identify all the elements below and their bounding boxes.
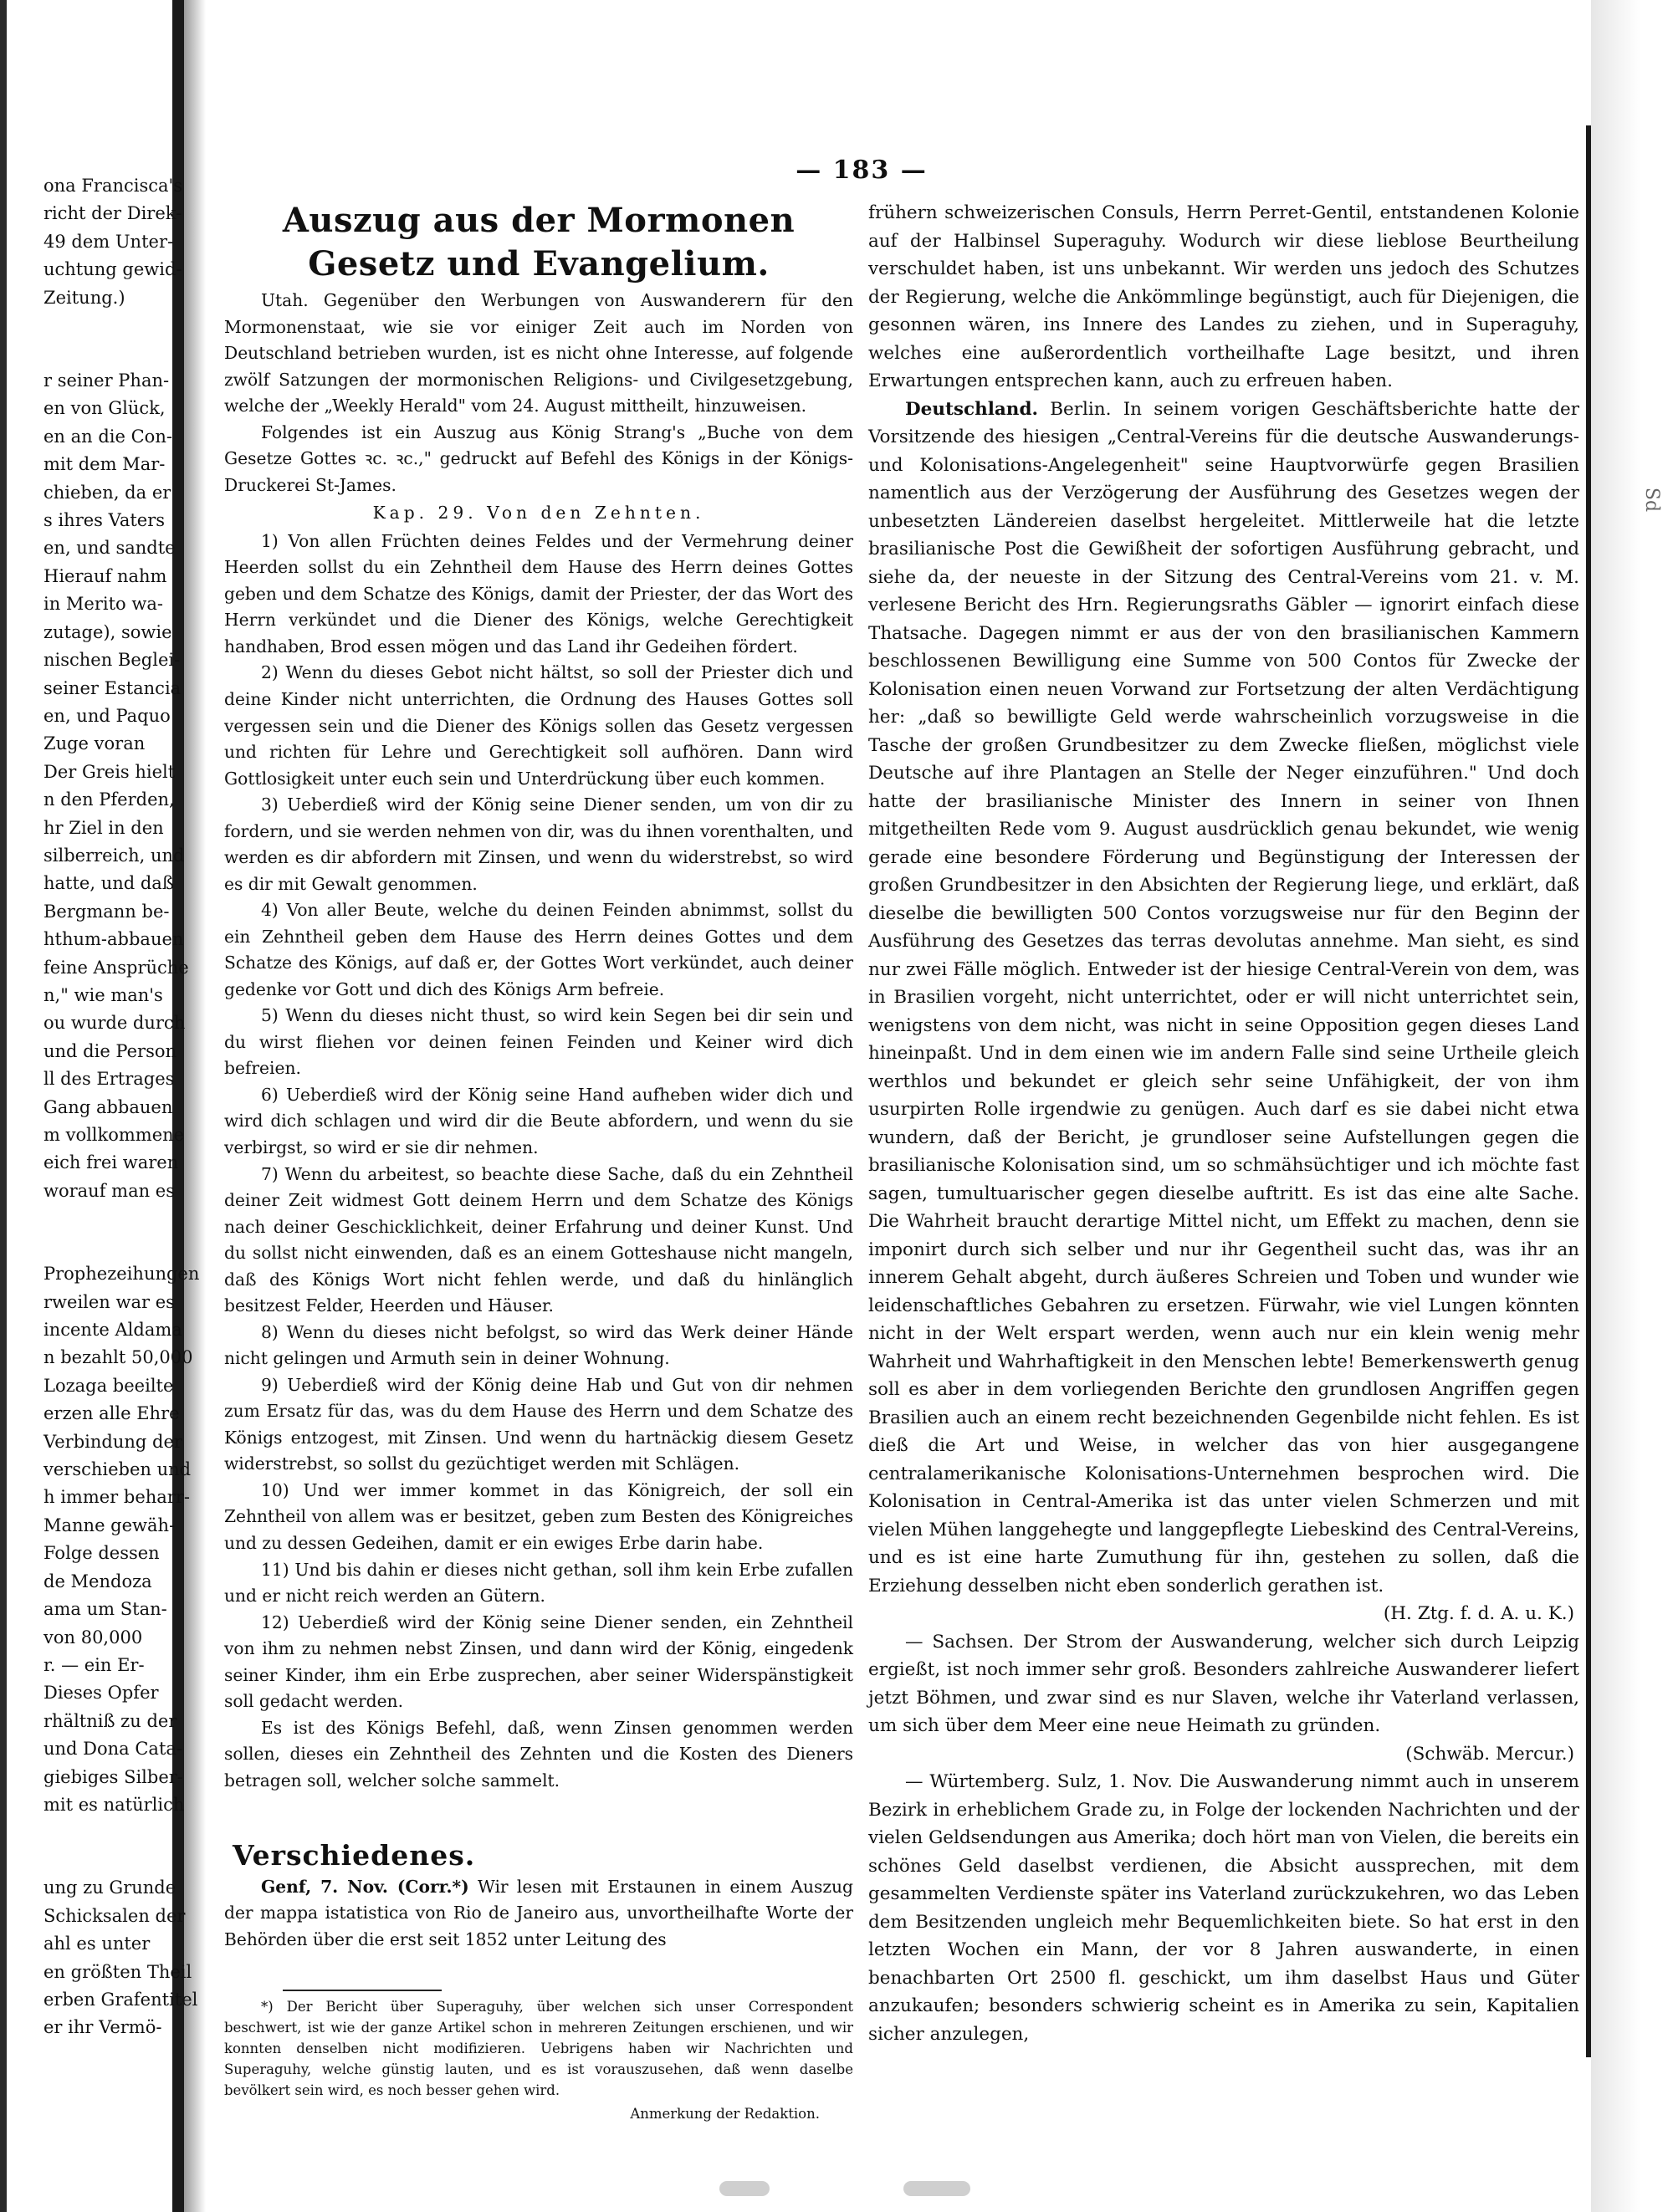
prev-column-line: er ihr Vermö- bbox=[43, 2017, 162, 2038]
prev-column-line: Zuge voran bbox=[43, 733, 146, 754]
prev-column-line: ll des Ertrages bbox=[43, 1069, 175, 1090]
prev-column-line: s ihres Vaters bbox=[43, 510, 166, 531]
scan-edge bbox=[0, 0, 7, 2212]
prev-column-line: Zeitung.) bbox=[43, 287, 125, 308]
page-shadow bbox=[1591, 0, 1673, 2212]
line-gap bbox=[7, 1205, 171, 1260]
prev-column-line: Dieses Opfer bbox=[43, 1683, 159, 1704]
article-title: Auszug aus der Mormonen Gesetz und Evangelium. bbox=[282, 201, 796, 284]
prev-column-line: en, und Paquo bbox=[43, 705, 171, 726]
prev-column-line: und die Person bbox=[43, 1040, 177, 1061]
tithe-paragraph: 12) Ueberdieß wird der König seine Diener senden, ein Zehntheil von ihm zu nehmen nebst Zinsen, und dann wird der König, eingedenk seiner Kinder, ihm ein Erbe zusprechen, aber seiner Widerspänstigkeit soll gedacht werden. bbox=[224, 1612, 853, 1712]
chapter-heading: Kap. 29. Von den Zehnten. bbox=[372, 503, 705, 524]
prev-column-line: chieben, da er bbox=[43, 482, 171, 503]
tithe-paragraphs bbox=[224, 529, 853, 1795]
prev-column-line: eich frei waren bbox=[43, 1152, 179, 1173]
prev-column-line: ung zu Grunde bbox=[43, 1877, 177, 1898]
prev-column-line: de Mendoza bbox=[43, 1571, 152, 1591]
prev-column-line: hatte, und daß bbox=[43, 873, 174, 894]
prev-column-line: mit es natürlich bbox=[43, 1794, 185, 1815]
prev-column-line: Der Greis hielt bbox=[43, 761, 176, 782]
prev-column-line: worauf man es bbox=[43, 1180, 175, 1201]
prev-column-line: 49 dem Unter- bbox=[43, 231, 174, 252]
tithe-paragraph: 1) Von allen Früchten deines Feldes und der Vermehrung deiner Heerden sollst du ein Zehntheil dem Hause des Herrn deines Gottes geben und dem Schatze des Königs, damit der Priester, der das Wort des Herrn verkündet und die Diener des Königs, welche Gerechtigkeit handhaben, Brod essen mögen und das Land ihr Gedeihen fördert. bbox=[224, 530, 853, 656]
prev-column-line: ahl es unter bbox=[43, 1934, 151, 1954]
prev-column-line: Verbindung der bbox=[43, 1431, 182, 1452]
prev-column-line: Prophezeihungen bbox=[43, 1264, 200, 1285]
prev-column-line: erben Grafentitel bbox=[43, 1989, 198, 2010]
tithe-paragraph: 2) Wenn du dieses Gebot nicht hältst, so soll der Priester dich und deine Kinder nicht unterrichten, die Ordnung des Hauses Gottes soll vergessen sein und die Diener des Königs sollen das Gesetz vergessen und richten für Lehre und Gerechtigkeit soll aufhören. Dann wird Gottlosigkeit unter euch sein und Unterdrückung über euch kommen. bbox=[224, 662, 853, 789]
bottom-smudge bbox=[903, 2181, 970, 2196]
footnote-rule bbox=[283, 1990, 442, 1991]
wuertemberg-article: — Würtemberg. Sulz, 1. Nov. Die Auswanderung nimmt auch in unserem Bezirk in erheblichem Grade zu, in Folge der lockenden Nachrichten und der vielen Geldsendungen aus Amerika; doch hört man von Vielen, die bereits ein schönes Geld daselbst verdienen, die Absicht aussprechen, mit dem gesammelten Verdienste später ins Vaterland zurückzukehren, wo das Leben dem Besitzenden ungleich mehr Bequemlichkeiten biete. So hat erst in den letzten Wochen ein Mann, der vor 8 Jahren auswanderte, in einen benachbarten Ort 2500 fl. geschickt, um ihm daselbst Haus und Güter anzukaufen; besonders schwierig scheint es in Amerika zu sein, Kapitalien sicher anzulegen, bbox=[868, 1771, 1579, 2045]
sachsen-article: — Sachsen. Der Strom der Auswanderung, welcher sich durch Leipzig ergießt, ist noch immer sehr groß. Besonders zahlreiche Auswanderer liefert jetzt Böhmen, und zwar sind es nur Slaven, welche ihr Vaterland verlassen, um sich über dem Meer eine neue Heimath zu gründen. bbox=[868, 1631, 1579, 1736]
prev-column-line: Lozaga beeilte bbox=[43, 1375, 174, 1396]
prev-column-line: Gang abbauen bbox=[43, 1096, 173, 1117]
footnote-signature: Anmerkung der Redaktion. bbox=[630, 2106, 820, 2123]
margin-mark: Sd bbox=[1641, 487, 1663, 513]
prev-column-line: rweilen war es bbox=[43, 1291, 175, 1312]
prev-column-line: giebiges Silber- bbox=[43, 1766, 183, 1787]
prev-column-line: n," wie man's bbox=[43, 984, 163, 1005]
prev-column-line: ona Francisca's bbox=[43, 176, 183, 196]
tithe-paragraph: 7) Wenn du arbeitest, so beachte diese Sache, daß du ein Zehntheil deiner Zeit widmest Gott deinem Herrn und dem Schatze des Königs nach deiner Geschicklichkeit, deiner Erfahrung und deiner Kunst. Und du sollst nicht einwenden, daß es an einem Gotteshause nicht mangeln, daß des Königs Wort nicht fehlen werde, und daß du hinlänglich besitzest Felder, Heerden und Häuser. bbox=[224, 1163, 853, 1316]
page-number: — 183 — bbox=[796, 156, 928, 185]
middle-column bbox=[224, 199, 853, 2128]
prev-column-line: silberreich, und bbox=[43, 845, 185, 866]
gutter-shadow bbox=[184, 0, 206, 2212]
genf-article bbox=[224, 1874, 853, 1954]
genf-dateline: Genf, 7. Nov. (Corr.*) bbox=[261, 1876, 469, 1897]
bottom-smudge bbox=[719, 2181, 770, 2196]
prev-column-line: n den Pferden, bbox=[43, 789, 175, 810]
prev-column-line: nischen Beglei- bbox=[43, 650, 181, 671]
prev-column-line: Manne gewäh- bbox=[43, 1515, 176, 1535]
deutschland-dateline: Deutschland. bbox=[905, 398, 1038, 420]
prev-column-line: h immer beharr- bbox=[43, 1487, 190, 1508]
deutschland-article bbox=[868, 396, 1579, 1601]
prev-column-line: r seiner Phan- bbox=[43, 370, 170, 391]
tithe-paragraph: 4) Von aller Beute, welche du deinen Feinden abnimmst, sollst du ein Zehntheil geben dem Hause des Herrn deines Gottes und dem Schatze des Königs, auf daß er, der Gottes Wort verkündet, auch deiner gedenke vor Gott und dich des Königs Arm befreie. bbox=[224, 900, 853, 999]
deutschland-text: Berlin. In seinem vorigen Geschäftsberichte hatte der Vorsitzende des hiesigen „Central-Vereins für die deutsche Auswanderungs- und Kolonisations-Angelegenheit" seine Hauptvorwürfe gegen Brasilien namentlich aus der Verzögerung der Ausführung des Gesetzes wegen der unbesetzten Ländereien daselbst hergeleitet. Mittlerweile hat die letzte brasilianische Post die Gewißheit der sofortigen Ausführung gebracht, und siehe da, der neueste in der Sitzung des Central-Vereins vom 21. v. M. verlesene Bericht des Hrn. Regierungsraths Gäbler — ignorirt einfach diese Thatsache. Dagegen nimmt er aus der von den brasilianischen Kammern beschlossenen Bewilligung eine Summe von 500 Contos für Zwecke der Kolonisation einen neuen Vorwand zur Fortsetzung der alten Verdächtigung her: „daß so bewilligte Geld werde wahrscheinlich vorzugsweise in die Tasche der großen Grundbesitzer zu dem Zwecke fließen, möglichst viele Deutsche auf ihre Plantagen an Stelle der Neger einzuführen." Und doch hatte der brasilianische Minister des Innern in seiner von Ihnen mitgetheilten Rede vom 9. August ausdrücklich genau bekundet, wie wenig gerade eine besondere Förderung und Begünstigung der Interessen der großen Grundbesitzer in den Absichten der Regierung liege, und erklärt, daß dieselbe die bewilligten 500 Contos vorzugsweise nur für den Beginn der Ausführung des Gesetzes das terras devolutas annehme. Man sieht, es sind nur zwei Fälle möglich. Entweder ist der hiesige Central-Verein von dem, was in Brasilien vorgeht, nicht unterrichtet, oder er will nicht unterrichtet sein, wenigstens von dem nicht, was nicht in seine Opposition gegen dieses Land hineinpaßt. Und in dem einen wie im andern Falle sind seine Urtheile gleich werthlos und bekundet er gleich sehr seine Unfähigkeit, der von ihm usurpirten Rolle irgendwie zu genügen. Auch darf es sie dabei nicht etwa wundern, daß der Bericht, je grundloser seine Aufstellungen gegen die brasilianische Kolonisation sind, um so schmähsüchtiger und ich möchte fast sagen, tumultuarischer gegen dieselbe auftritt. Es ist das eine alte Sache. Die Wahrheit braucht derartige Mittel nicht, um Effekt zu machen, denn sie imponirt durch sich selber und nur ihr Gegentheil sucht das, was ihr an innerem Gehalt abgeht, durch äußeres Schreien und Toben und wunder wie leidenschaftliches Gebahren zu ersetzen. Fürwahr, wie viel Lungen könnten nicht in der Welt erspart werden, wenn auch nur ein klein wenig mehr Wahrheit und Wahrhaftigkeit in den Menschen lebte! Bemerkenswerth genug soll es aber in dem vorliegenden Berichte den grundlosen Angriffen gegen Brasilien auch an einem recht bezeichnenden Gegenbilde nicht fehlen. Es ist dieß die Art und Weise, in welcher das von hier ausgegangene centralamerikanische Kolonisations-Unternehmen besprochen wird. Die Kolonisation in Central-Amerika ist das unter vielen Schmerzen und mit vielen Mühen langgehegte und langgepflegte Liebeskind des Central-Vereins, und es ist eine harte Zumuthung für ihn, gestehen zu sollen, daß die Erziehung desselben nicht eben sonderlich gerathen ist. bbox=[868, 398, 1579, 1596]
prev-column-line: en an die Con- bbox=[43, 426, 172, 447]
tithe-paragraph: 6) Ueberdieß wird der König seine Hand aufheben wider dich und wird dich schlagen und wird dir die Beute abfordern, und wenn du sie verbirgst, so wird er sie dir nehmen. bbox=[224, 1084, 853, 1157]
prev-column-line: ama um Stan- bbox=[43, 1599, 167, 1620]
prev-column-line: von 80,000 bbox=[43, 1627, 143, 1648]
line-gap bbox=[7, 1819, 171, 1874]
prev-column-line: n bezahlt 50,000 bbox=[43, 1347, 193, 1368]
prev-column-line: verschieben und bbox=[43, 1459, 192, 1480]
prev-column-line: erzen alle Ehre bbox=[43, 1403, 180, 1424]
tithe-paragraph: 9) Ueberdieß wird der König deine Hab und Gut von dir nehmen zum Ersatz für das, was du dem Hause des Herrn und dem Schatze des Königs entzogest, mit Zinsen. Und wenn du hartnäckig diesem Gesetz widerstrebst, so sollst du gezüchtiget werden mit Schlägen. bbox=[224, 1374, 853, 1474]
prev-column-line: ou wurde durch bbox=[43, 1013, 186, 1034]
tithe-paragraph: 11) Und bis dahin er dieses nicht gethan, soll ihm kein Erbe zufallen und er nicht reich werden an Gütern. bbox=[224, 1559, 853, 1607]
prev-column-line: richt der Direk- bbox=[43, 203, 182, 224]
sachsen-source: (Schwäb. Mercur.) bbox=[1405, 1743, 1574, 1765]
tithe-paragraph: 5) Wenn du dieses nicht thust, so wird kein Segen bei dir sein und du wirst fliehen vor deinen feinen Feinden und Keiner wird dich befreien. bbox=[224, 1005, 853, 1079]
tithe-paragraph: 8) Wenn du dieses nicht befolgst, so wird das Werk deiner Hände nicht gelingen und Armuth sein in deiner Wohnung. bbox=[224, 1321, 853, 1369]
deutschland-source: (H. Ztg. f. d. A. u. K.) bbox=[1383, 1603, 1574, 1624]
footnote: *) Der Bericht über Superaguhy, über welchen sich unser Correspondent beschwert, ist wie der ganze Artikel schon in mehreren Zeitungen erschienen, und wir konnten denselben nicht modifizieren. Uebrigens haben wir Nachrichten und Superaguhy, welche günstig lauten, und es ist vorauszusehen, daß wenn daselbe bevölkert sein wird, es noch besser gehen wird. bbox=[224, 1999, 853, 2099]
article-intro: Utah. Gegenüber den Werbungen von Auswanderern für den Mormonenstaat, wie sie vor einiger Zeit auch im Norden von Deutschland betrieben wurden, ist es nicht ohne Interesse, auf folgende zwölf Satzungen der mormonischen Religions- und Civilgesetzgebung, welche der „Weekly Herald" vom 24. August mittheilt, hinzuweisen. bbox=[224, 290, 853, 416]
right-column bbox=[868, 199, 1579, 2048]
prev-column-line: Hierauf nahm bbox=[43, 565, 167, 586]
genf-continuation: frühern schweizerischen Consuls, Herrn Perret-Gentil, entstandenen Kolonie auf der Halbinsel Superaguhy. Wodurch wir diese lieblose Beurtheilung verschuldet haben, ist uns unbekannt. Wir werden uns jedoch des Schutzes der Regierung, welche die Ankömmlinge begünstigt, auch für Diejenigen, die gesonnen wären, ins Innere des Landes zu ziehen, und in Superaguhy, welches eine außerordentlich vortheilhafte Lage besitzt, und ihren Erwartungen entsprechen kann, auch zu erfreuen haben. bbox=[868, 202, 1579, 391]
prev-column-line: und Dona Cata- bbox=[43, 1739, 183, 1760]
prev-column-line: zutage), sowie bbox=[43, 621, 172, 642]
tithe-paragraph: 10) Und wer immer kommet in das Königreich, der soll ein Zehntheil von allem was er besitzet, geben zum Besten des Königreiches und zu dessen Gedeihen, damit er ein ewiges Erbe darin habe. bbox=[224, 1479, 853, 1553]
prev-column-line: en von Glück, bbox=[43, 398, 166, 419]
right-rule bbox=[1586, 125, 1591, 2057]
section-title: Verschiedenes. bbox=[233, 1839, 476, 1872]
previous-page-column bbox=[7, 172, 200, 2042]
prev-column-line: rhältniß zu der bbox=[43, 1710, 177, 1731]
prev-column-line: seiner Estancia bbox=[43, 677, 182, 698]
line-gap bbox=[7, 312, 171, 367]
prev-column-line: mit dem Mar- bbox=[43, 454, 166, 475]
prev-column-line: m vollkommene bbox=[43, 1125, 185, 1145]
tithe-paragraph: Es ist des Königs Befehl, daß, wenn Zinsen genommen werden sollen, dieses ein Zehntheil des Zehnten und die Kosten des Dieners betragen soll, welcher solche sammelt. bbox=[224, 1717, 853, 1791]
prev-column-line: en größten Theil bbox=[43, 1961, 192, 1982]
prev-column-line: hthum-abbauen bbox=[43, 929, 184, 950]
prev-column-line: uchtung gewid- bbox=[43, 259, 182, 280]
prev-column-line: feine Ansprüche bbox=[43, 957, 189, 978]
prev-column-line: Folge dessen bbox=[43, 1543, 160, 1564]
prev-column-line: hr Ziel in den bbox=[43, 817, 164, 838]
prev-column-line: in Merito wa- bbox=[43, 594, 163, 615]
prev-column-line: Bergmann be- bbox=[43, 901, 170, 922]
prev-column-line: Schicksalen der bbox=[43, 1905, 186, 1926]
prev-column-line: incente Aldama bbox=[43, 1320, 182, 1341]
article-intro-2: Folgendes ist ein Auszug aus König Strang's „Buche von dem Gesetze Gottes ꝛc. ꝛc.," gedruckt auf Befehl des Königs in der Königs-Druckerei St-James. bbox=[224, 421, 853, 495]
prev-column-line: en, und sandte bbox=[43, 538, 176, 559]
prev-column-line: r. — ein Er- bbox=[43, 1654, 145, 1675]
genf-text: Wir lesen mit Erstaunen in einem Auszug der mappa istatistica von Rio de Janeiro aus, unvortheilhafte Worte der Behörden über die erst seit 1852 unter Leitung des bbox=[224, 1876, 853, 1949]
tithe-paragraph: 3) Ueberdieß wird der König seine Diener senden, um von dir zu fordern, und sie werden nehmen von dir, was du ihnen vorenthalten, und werden es dir abfordern mit Zinsen, und wenn du widerstrebst, so wird es dir mit Gewalt genommen. bbox=[224, 794, 853, 894]
